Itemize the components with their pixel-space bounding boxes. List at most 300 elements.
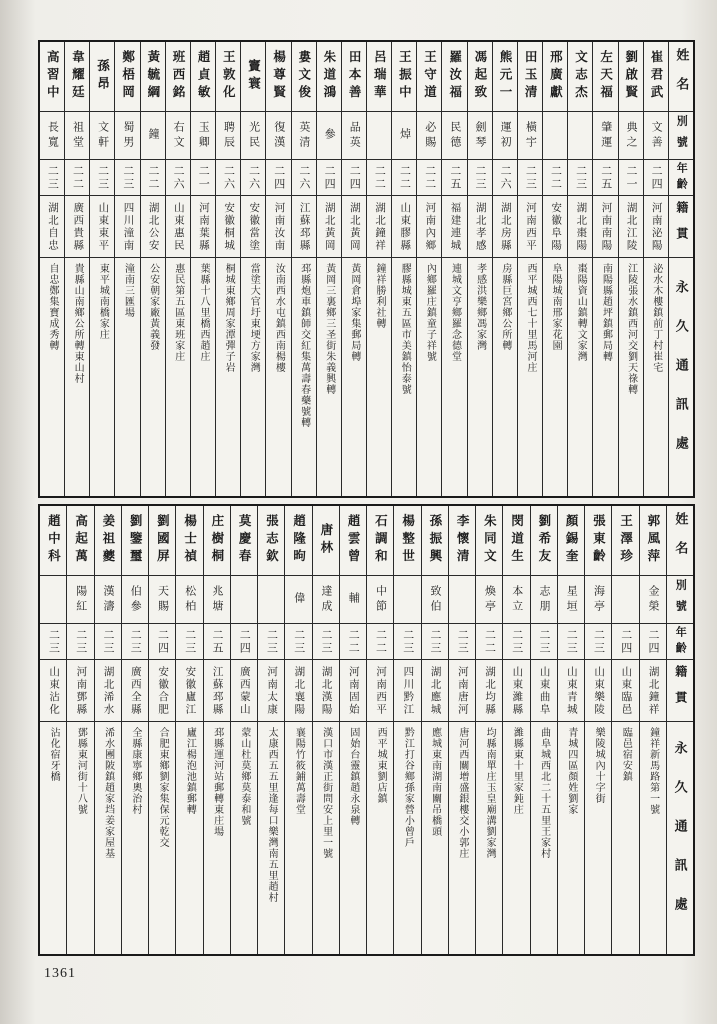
- cell-alias: 志朋: [531, 576, 557, 624]
- cell-age: 二四: [266, 160, 290, 196]
- cell-alias: 肇運: [593, 112, 617, 160]
- cell-address: 青城四區顏姓劉家: [565, 727, 577, 815]
- cell-name: 婁文俊: [292, 42, 316, 112]
- cell-alias: [568, 112, 592, 160]
- cell-name: 楊尊賢: [266, 42, 290, 112]
- cell-alias: 劍琴: [468, 112, 492, 160]
- cell-origin: 河南西平: [367, 660, 393, 722]
- cell-age: 二六: [166, 160, 190, 196]
- directory-table-bottom: [38, 504, 695, 956]
- person-column: [476, 506, 503, 954]
- cell-age: 二四: [231, 624, 257, 660]
- cell-name: 王敦化: [216, 42, 240, 112]
- person-column: [141, 42, 166, 496]
- cell-name: 莫慶春: [231, 506, 257, 576]
- cell-name: 高起萬: [67, 506, 93, 576]
- cell-age: 二五: [593, 160, 617, 196]
- person-column: [644, 42, 669, 496]
- cell-name: 趙中科: [40, 506, 66, 576]
- cell-address: 西平城東劉店鎮: [375, 727, 387, 804]
- person-column: [231, 506, 258, 954]
- cell-name: 高習中: [40, 42, 64, 112]
- cell-address: 潼南三匯場: [122, 263, 134, 318]
- cell-origin: 湖北房縣: [493, 196, 517, 258]
- cell-alias: [543, 112, 567, 160]
- cell-origin: 湖北應城: [422, 660, 448, 722]
- cell-alias: 文軒: [90, 112, 114, 160]
- cell-name: 崔君武: [644, 42, 668, 112]
- person-column: [241, 42, 266, 496]
- cell-address: 曲阜城西北二十五里王家村: [538, 727, 550, 859]
- cell-origin: 湖北鐘祥: [640, 660, 666, 722]
- cell-origin: 山東濰縣: [503, 660, 529, 722]
- cell-age: 二三: [122, 624, 148, 660]
- cell-age: 二三: [115, 160, 139, 196]
- person-column: [543, 42, 568, 496]
- cell-origin: 河南唐河: [449, 660, 475, 722]
- cell-age: 二三: [40, 624, 66, 660]
- cell-address: 邳縣運河站郵轉東庄場: [211, 727, 223, 837]
- cell-address: 西平城西七十里馬河庄: [524, 263, 536, 373]
- person-column: [612, 506, 639, 954]
- person-column: [518, 42, 543, 496]
- cell-alias: 天賜: [149, 576, 175, 624]
- cell-address: 孝感洪樂鄉馮家灣: [474, 263, 486, 351]
- person-column: [417, 42, 442, 496]
- cell-age: 二一: [191, 160, 215, 196]
- person-column: [292, 42, 317, 496]
- person-column: [568, 42, 593, 496]
- cell-alias: 松柏: [176, 576, 202, 624]
- person-column: [191, 42, 216, 496]
- cell-age: 二三: [394, 624, 420, 660]
- cell-address: 惠民第五區東班家庄: [172, 263, 184, 362]
- column-header-age: 年齡: [667, 624, 693, 660]
- cell-age: 二三: [313, 624, 339, 660]
- column-header-origin: 籍貫: [669, 196, 693, 258]
- column-header-origin: 籍貫: [667, 660, 693, 722]
- cell-age: 二三: [258, 624, 284, 660]
- cell-alias: 伯參: [122, 576, 148, 624]
- cell-address: 公安朝家廠黃義發: [147, 263, 159, 351]
- cell-age: 二三: [67, 624, 93, 660]
- person-column: [593, 42, 618, 496]
- person-column: [503, 506, 530, 954]
- cell-name: 王澤珍: [612, 506, 638, 576]
- cell-alias: 典之: [619, 112, 643, 160]
- cell-alias: 民德: [442, 112, 466, 160]
- cell-alias: 文善: [644, 112, 668, 160]
- cell-origin: 湖北襄陽: [285, 660, 311, 722]
- person-column: [531, 506, 558, 954]
- cell-address: 阜陽城南邢家花園: [550, 263, 562, 351]
- cell-age: 二二: [141, 160, 165, 196]
- cell-name: 王振中: [392, 42, 416, 112]
- cell-alias: 運初: [493, 112, 517, 160]
- person-column: [176, 506, 203, 954]
- cell-age: 二三: [568, 160, 592, 196]
- cell-name: 田玉清: [518, 42, 542, 112]
- cell-name: 趙雲曾: [340, 506, 366, 576]
- cell-name: 羅汝福: [442, 42, 466, 112]
- cell-origin: 湖北棗陽: [568, 196, 592, 258]
- person-column: [640, 506, 667, 954]
- cell-origin: 廣西蒙山: [231, 660, 257, 722]
- cell-origin: 四川黔江: [394, 660, 420, 722]
- cell-origin: 山東曲阜: [531, 660, 557, 722]
- cell-origin: 河南固始: [340, 660, 366, 722]
- cell-age: 二五: [204, 624, 230, 660]
- cell-alias: [231, 576, 257, 624]
- cell-age: 二六: [292, 160, 316, 196]
- cell-address: 沾化宿牙橋: [48, 727, 60, 782]
- cell-address: 樂陵城內十字街: [593, 727, 605, 804]
- cell-origin: 安徽桐城: [216, 196, 240, 258]
- cell-age: 二二: [65, 160, 89, 196]
- cell-origin: 廣西貴縣: [65, 196, 89, 258]
- cell-name: 劉啟賢: [619, 42, 643, 112]
- cell-age: 二四: [644, 160, 668, 196]
- cell-age: 二四: [317, 160, 341, 196]
- cell-name: 石調和: [367, 506, 393, 576]
- cell-age: 二五: [442, 160, 466, 196]
- cell-age: 二二: [476, 624, 502, 660]
- cell-name: 朱同文: [476, 506, 502, 576]
- cell-age: 二三: [90, 160, 114, 196]
- cell-address: 太康西五五里逢每口樂灣南五里趙村: [266, 727, 278, 903]
- cell-alias: 聘辰: [216, 112, 240, 160]
- person-column: [558, 506, 585, 954]
- cell-age: 二三: [95, 624, 121, 660]
- cell-address: 東平城南橋家庄: [97, 263, 109, 340]
- person-column: [216, 42, 241, 496]
- cell-alias: 祖堂: [65, 112, 89, 160]
- cell-name: 唐林: [313, 506, 339, 576]
- person-column: [367, 506, 394, 954]
- cell-name: 文志杰: [568, 42, 592, 112]
- cell-name: 趙隆昫: [285, 506, 311, 576]
- cell-address: 汝南西水屯鎮西南楊樓: [273, 263, 285, 373]
- cell-name: 劉鑒璽: [122, 506, 148, 576]
- cell-name: 鄭梧岡: [115, 42, 139, 112]
- cell-address: 唐河西關增盛銀樓交小郭庄: [456, 727, 468, 859]
- cell-age: 二六: [241, 160, 265, 196]
- cell-alias: [449, 576, 475, 624]
- cell-origin: 安徽廬江: [176, 660, 202, 722]
- cell-address: 貴縣山南鄉公所轉東山村: [72, 263, 84, 384]
- cell-age: 二三: [585, 624, 611, 660]
- cell-origin: 山東樂陵: [585, 660, 611, 722]
- cell-age: 二二: [543, 160, 567, 196]
- person-column: [65, 42, 90, 496]
- cell-name: 黃毓綱: [141, 42, 165, 112]
- column-header-name: 姓名: [669, 42, 693, 112]
- person-column: [449, 506, 476, 954]
- cell-address: 鄧縣東河街十八號: [75, 727, 87, 815]
- cell-age: 二六: [216, 160, 240, 196]
- cell-origin: 山東臨邑: [612, 660, 638, 722]
- cell-origin: 河南南陽: [593, 196, 617, 258]
- cell-alias: 橫宇: [518, 112, 542, 160]
- cell-name: 孫振興: [422, 506, 448, 576]
- cell-age: 二三: [285, 624, 311, 660]
- cell-age: 二一: [619, 160, 643, 196]
- cell-address: 邳縣炮車鎮師交紅集萬壽春藥號轉: [298, 263, 310, 428]
- cell-origin: 湖北江陵: [619, 196, 643, 258]
- cell-address: 應城東南湖南關吊橋頭: [429, 727, 441, 837]
- cell-name: 邢廣獻: [543, 42, 567, 112]
- cell-age: 二二: [417, 160, 441, 196]
- cell-alias: 海亭: [585, 576, 611, 624]
- person-column: [392, 42, 417, 496]
- cell-age: 二三: [558, 624, 584, 660]
- person-column: [317, 42, 342, 496]
- cell-alias: 金榮: [640, 576, 666, 624]
- cell-alias: [612, 576, 638, 624]
- cell-name: 庄樹桐: [204, 506, 230, 576]
- header-column: [669, 42, 693, 496]
- cell-address: 泌水木樓鎮前丁村崔宅: [650, 263, 662, 373]
- column-header-alias: 別號: [669, 112, 693, 160]
- cell-origin: 湖北鐘祥: [367, 196, 391, 258]
- cell-name: 班西銘: [166, 42, 190, 112]
- cell-alias: 長寬: [40, 112, 64, 160]
- cell-address: 漢口市漢正街問安上里一號: [320, 727, 332, 859]
- person-column: [342, 42, 367, 496]
- cell-address: 房縣巨宮鄉公所轉: [499, 263, 511, 351]
- cell-age: 二三: [518, 160, 542, 196]
- cell-age: 二三: [40, 160, 64, 196]
- cell-address: 鐘祥新馬路第一號: [647, 727, 659, 815]
- cell-origin: 河南葉縣: [191, 196, 215, 258]
- cell-name: 孫昂: [90, 42, 114, 112]
- cell-alias: 致伯: [422, 576, 448, 624]
- cell-age: 二二: [392, 160, 416, 196]
- cell-age: 二三: [503, 624, 529, 660]
- cell-name: 馮起致: [468, 42, 492, 112]
- cell-address: 內鄉羅庄鎮童子祥號: [424, 263, 436, 362]
- person-column: [468, 42, 493, 496]
- cell-name: 姜祖夔: [95, 506, 121, 576]
- cell-origin: 河南內鄉: [417, 196, 441, 258]
- cell-alias: 兆塘: [204, 576, 230, 624]
- column-header-alias: 別號: [667, 576, 693, 624]
- cell-alias: [394, 576, 420, 624]
- person-column: [493, 42, 518, 496]
- cell-age: 二二: [340, 624, 366, 660]
- cell-age: 二四: [612, 624, 638, 660]
- cell-alias: 偉: [285, 576, 311, 624]
- cell-origin: 山東青城: [558, 660, 584, 722]
- column-header-address: 永久通訊處: [667, 722, 693, 954]
- cell-age: 二四: [640, 624, 666, 660]
- cell-alias: 復漢: [266, 112, 290, 160]
- person-column: [166, 42, 191, 496]
- cell-alias: 中節: [367, 576, 393, 624]
- cell-origin: 湖北黃岡: [342, 196, 366, 258]
- person-column: [67, 506, 94, 954]
- cell-origin: 湖北公安: [141, 196, 165, 258]
- person-column: [266, 42, 291, 496]
- cell-origin: 山東東平: [90, 196, 114, 258]
- cell-address: 桐城東鄉周家潭彈子岩: [223, 263, 235, 373]
- cell-alias: 達成: [313, 576, 339, 624]
- cell-alias: 參: [317, 112, 341, 160]
- cell-origin: 湖北孝感: [468, 196, 492, 258]
- cell-address: 固始台靈鎮趙永泉轉: [347, 727, 359, 826]
- cell-address: 江陵張水鎮西河交劉天祿轉: [625, 263, 637, 395]
- cell-origin: 湖北黃岡: [317, 196, 341, 258]
- cell-alias: 星垣: [558, 576, 584, 624]
- cell-origin: 湖北自忠: [40, 196, 64, 258]
- person-column: [340, 506, 367, 954]
- cell-address: 襄陽竹筱鋪萬壽堂: [293, 727, 305, 815]
- cell-name: 劉國屏: [149, 506, 175, 576]
- cell-alias: 玉卿: [191, 112, 215, 160]
- cell-origin: 山東沾化: [40, 660, 66, 722]
- person-column: [285, 506, 312, 954]
- person-column: [367, 42, 392, 496]
- person-column: [442, 42, 467, 496]
- person-column: [258, 506, 285, 954]
- cell-name: 呂瑞華: [367, 42, 391, 112]
- person-column: [149, 506, 176, 954]
- header-column: [667, 506, 693, 954]
- cell-age: 二三: [422, 624, 448, 660]
- cell-origin: 河南太康: [258, 660, 284, 722]
- person-column: [122, 506, 149, 954]
- cell-name: 趙貞敏: [191, 42, 215, 112]
- column-header-address: 永久通訊處: [669, 258, 693, 496]
- cell-alias: 鐘: [141, 112, 165, 160]
- person-column: [40, 42, 65, 496]
- cell-alias: 本立: [503, 576, 529, 624]
- cell-origin: 湖北均縣: [476, 660, 502, 722]
- cell-age: 二四: [149, 624, 175, 660]
- cell-name: 劉希友: [531, 506, 557, 576]
- cell-origin: 河南汝南: [266, 196, 290, 258]
- person-column: [585, 506, 612, 954]
- cell-alias: 陽紅: [67, 576, 93, 624]
- cell-name: 李懷清: [449, 506, 475, 576]
- cell-name: 張志欽: [258, 506, 284, 576]
- cell-origin: 江蘇邳縣: [204, 660, 230, 722]
- person-column: [394, 506, 421, 954]
- cell-address: 均縣南單庄玉皇廟溝劉家灣: [484, 727, 496, 859]
- cell-age: 二三: [468, 160, 492, 196]
- cell-name: 王守道: [417, 42, 441, 112]
- cell-origin: 福建連城: [442, 196, 466, 258]
- cell-name: 朱道鴻: [317, 42, 341, 112]
- cell-address: 濰縣東十里家鈍庄: [511, 727, 523, 815]
- cell-address: 臨邑宿安鎮: [620, 727, 632, 782]
- cell-origin: 安徽阜陽: [543, 196, 567, 258]
- cell-address: 黃岡三裏鄉三圣街朱義興轉: [323, 263, 335, 395]
- cell-name: 楊士禎: [176, 506, 202, 576]
- cell-origin: 山東膠縣: [392, 196, 416, 258]
- person-column: [619, 42, 644, 496]
- cell-address: 膠縣城東五區市美鎮怡泰號: [399, 263, 411, 395]
- cell-name: 熊元一: [493, 42, 517, 112]
- cell-name: 郭風萍: [640, 506, 666, 576]
- cell-age: 二二: [367, 624, 393, 660]
- cell-address: 當塗大官圩東埂方家灣: [248, 263, 260, 373]
- cell-address: 鐘祥勝利社轉: [374, 263, 386, 329]
- cell-alias: 蜀男: [115, 112, 139, 160]
- cell-address: 全縣康寧鄉奧治村: [129, 727, 141, 815]
- cell-alias: 輔: [340, 576, 366, 624]
- cell-origin: 湖北浠水: [95, 660, 121, 722]
- cell-address: 合肥東鄉劉家集保元乾交: [157, 727, 169, 848]
- cell-age: 二六: [493, 160, 517, 196]
- cell-alias: [258, 576, 284, 624]
- cell-origin: 河南泌陽: [644, 196, 668, 258]
- column-header-name: 姓名: [667, 506, 693, 576]
- cell-address: 棗陽資山鎮轉文家灣: [575, 263, 587, 362]
- cell-alias: 煥亭: [476, 576, 502, 624]
- cell-name: 楊整世: [394, 506, 420, 576]
- cell-alias: [367, 112, 391, 160]
- cell-address: 黔江打谷鄉孫家營小曾戶: [402, 727, 414, 848]
- cell-name: 顏錫奎: [558, 506, 584, 576]
- cell-address: 南陽縣趙坪鎮郵局轉: [600, 263, 612, 362]
- cell-origin: 河南鄧縣: [67, 660, 93, 722]
- cell-address: 自忠鄭集寶成秀轉: [47, 263, 59, 351]
- cell-alias: [40, 576, 66, 624]
- directory-table-top: [38, 40, 695, 498]
- cell-alias: 右文: [166, 112, 190, 160]
- cell-alias: 英清: [292, 112, 316, 160]
- cell-origin: 安徽當塗: [241, 196, 265, 258]
- cell-address: 連城文亨鄉羅念德堂: [449, 263, 461, 362]
- cell-age: 二四: [342, 160, 366, 196]
- cell-origin: 湖北漢陽: [313, 660, 339, 722]
- cell-address: 廬江楊泡池鎮郵轉: [184, 727, 196, 815]
- cell-age: 二三: [176, 624, 202, 660]
- cell-origin: 江蘇邳縣: [292, 196, 316, 258]
- cell-address: 浠水團陂鎮趙家垱姜家屋基: [102, 727, 114, 859]
- cell-alias: 焯: [392, 112, 416, 160]
- cell-alias: 必賜: [417, 112, 441, 160]
- cell-address: 黃岡倉埠家集郵局轉: [348, 263, 360, 362]
- person-column: [115, 42, 140, 496]
- cell-name: 張東齡: [585, 506, 611, 576]
- cell-name: 左天福: [593, 42, 617, 112]
- cell-origin: 河南西平: [518, 196, 542, 258]
- cell-age: 二三: [531, 624, 557, 660]
- person-column: [95, 506, 122, 954]
- cell-origin: 山東惠民: [166, 196, 190, 258]
- cell-name: 竇寰: [241, 42, 265, 112]
- cell-alias: 光民: [241, 112, 265, 160]
- cell-age: 二三: [449, 624, 475, 660]
- cell-name: 田本善: [342, 42, 366, 112]
- cell-origin: 四川潼南: [115, 196, 139, 258]
- person-column: [90, 42, 115, 496]
- person-column: [204, 506, 231, 954]
- cell-address: 蒙山杜莫鄉莫泰和號: [238, 727, 250, 826]
- person-column: [313, 506, 340, 954]
- person-column: [422, 506, 449, 954]
- person-column: [40, 506, 67, 954]
- cell-origin: 廣西全縣: [122, 660, 148, 722]
- cell-name: 韋耀廷: [65, 42, 89, 112]
- cell-address: 葉縣十八里橋西趙庄: [197, 263, 209, 362]
- cell-alias: 品英: [342, 112, 366, 160]
- page-number: 1361: [44, 966, 76, 981]
- cell-age: 二二: [367, 160, 391, 196]
- cell-name: 閔道生: [503, 506, 529, 576]
